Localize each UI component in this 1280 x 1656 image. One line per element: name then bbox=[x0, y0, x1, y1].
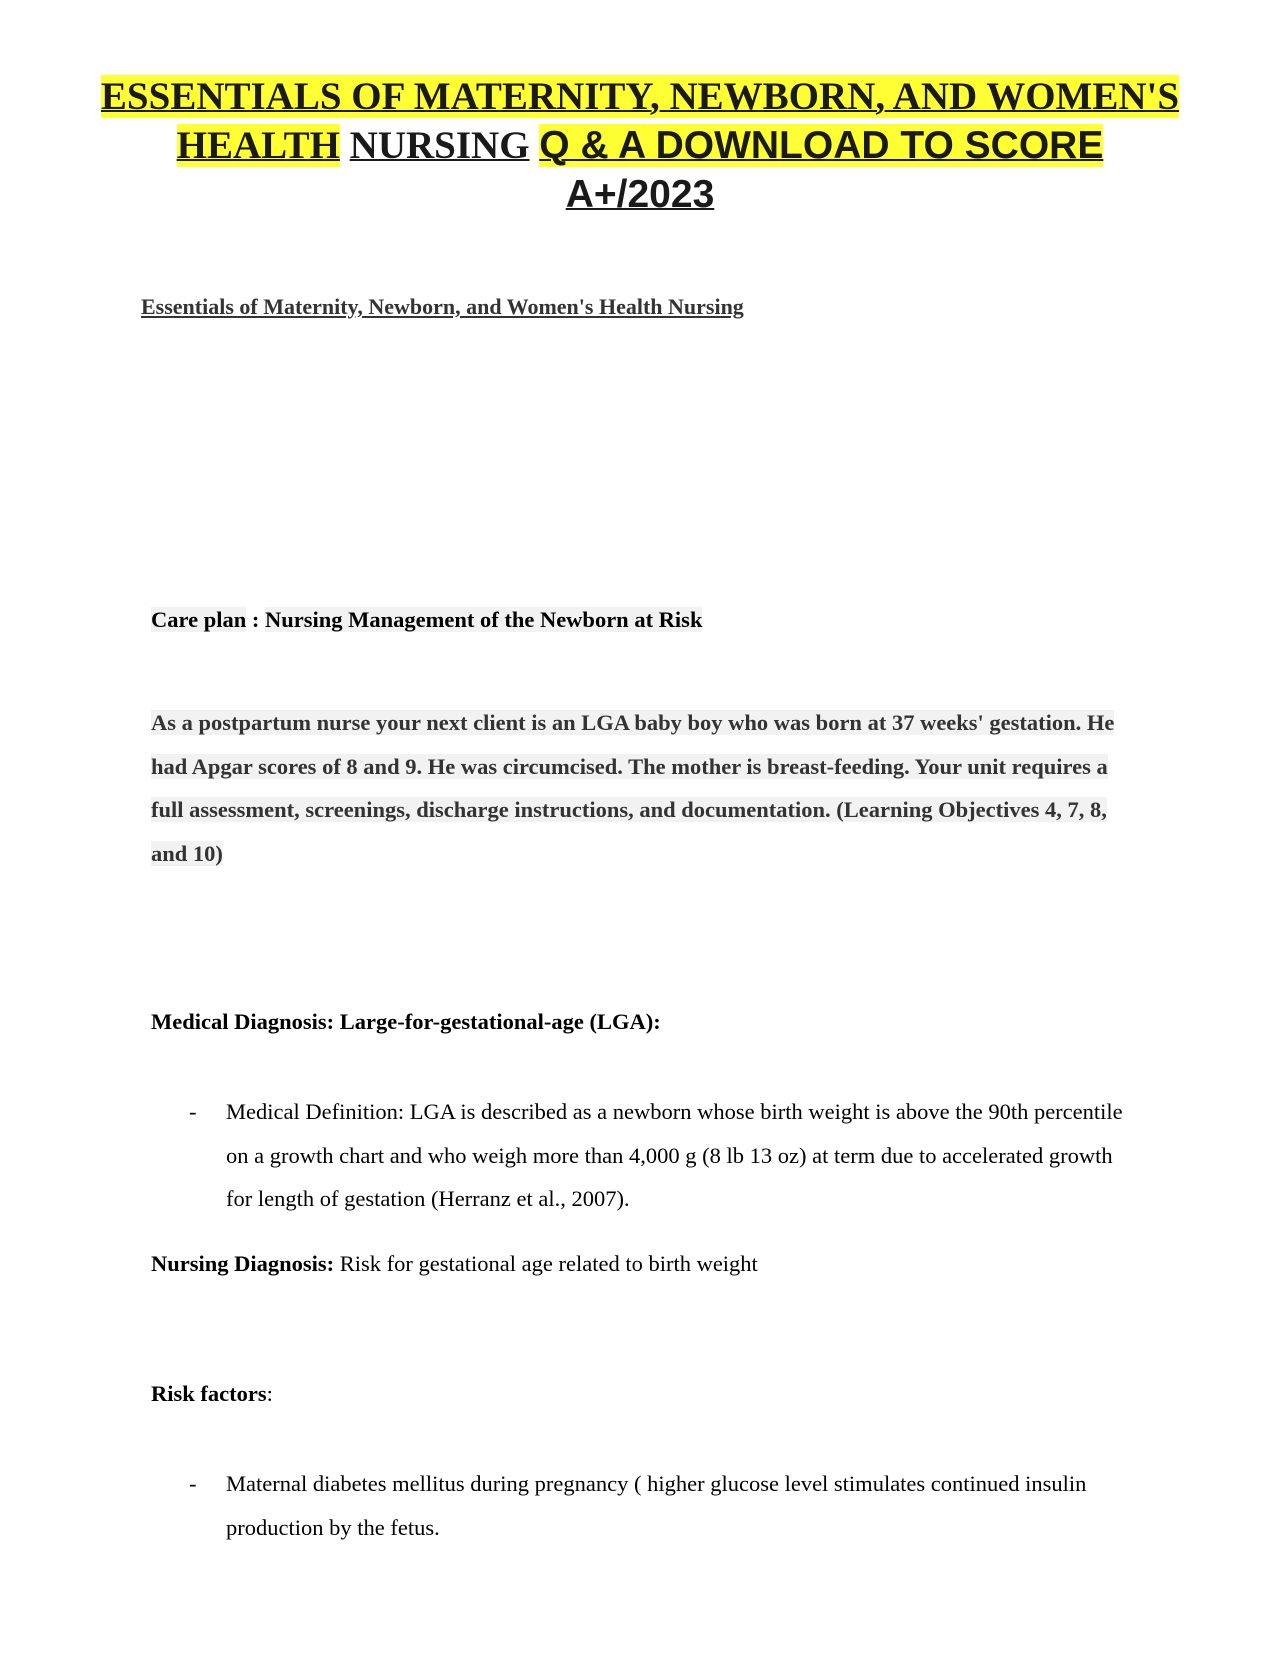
document-subtitle: Essentials of Maternity, Newborn, and Women's Health Nursing bbox=[141, 294, 744, 319]
title-part-highlighted-serif: ESSENTIALS OF MATERNITY, NEWBORN, AND WOMEN'S HEALTH bbox=[100, 75, 1180, 167]
case-scenario-paragraph bbox=[151, 701, 1131, 875]
bullet-dash: - bbox=[189, 1099, 197, 1124]
title-part-grade: A+/2023 bbox=[565, 173, 715, 216]
risk-factors-label: Risk factors bbox=[151, 1381, 267, 1406]
care-plan-heading bbox=[151, 607, 1131, 633]
care-plan-label: Care plan bbox=[151, 607, 247, 632]
nursing-diagnosis-value: Risk for gestational age related to birth weight bbox=[334, 1251, 758, 1276]
care-plan-value: Nursing Management of the Newborn at Risk bbox=[264, 607, 703, 632]
medical-definition-text: Medical Definition: LGA is described as a newborn whose birth weight is above the 90th percentile on a growth chart and who weigh more than 4,000 g (8 lb 13 oz) at term due to accelerated growth for length of gestation (Herranz et al., 2007). bbox=[226, 1099, 1123, 1211]
title-part-highlighted-sans: Q & A DOWNLOAD TO SCORE bbox=[539, 124, 1104, 167]
bullet-dash: - bbox=[189, 1471, 197, 1496]
title-part-serif: NURSING bbox=[349, 124, 530, 167]
risk-factors-colon: : bbox=[266, 1381, 273, 1406]
document-title bbox=[100, 72, 1180, 219]
risk-factors-heading bbox=[151, 1381, 1131, 1407]
care-plan-separator: : bbox=[246, 607, 265, 632]
medical-diagnosis-heading: Medical Diagnosis: Large-for-gestational-age (LGA): bbox=[151, 1009, 661, 1034]
risk-factor-text: Maternal diabetes mellitus during pregnancy ( higher glucose level stimulates continued insulin production by the fetus. bbox=[226, 1471, 1087, 1540]
case-scenario-text: As a postpartum nurse your next client is an LGA baby boy who was born at 37 weeks' gestation. He had Apgar scores of 8 and 9. He was circumcised. The mother is breast-feeding. Your unit requires a full assessment, screenings, discharge instructions, and documentation. (Learning Objectives 4, 7, 8, and 10) bbox=[151, 710, 1115, 866]
nursing-diagnosis-label: Nursing Diagnosis: bbox=[151, 1251, 335, 1276]
nursing-diagnosis-line bbox=[151, 1251, 1131, 1277]
